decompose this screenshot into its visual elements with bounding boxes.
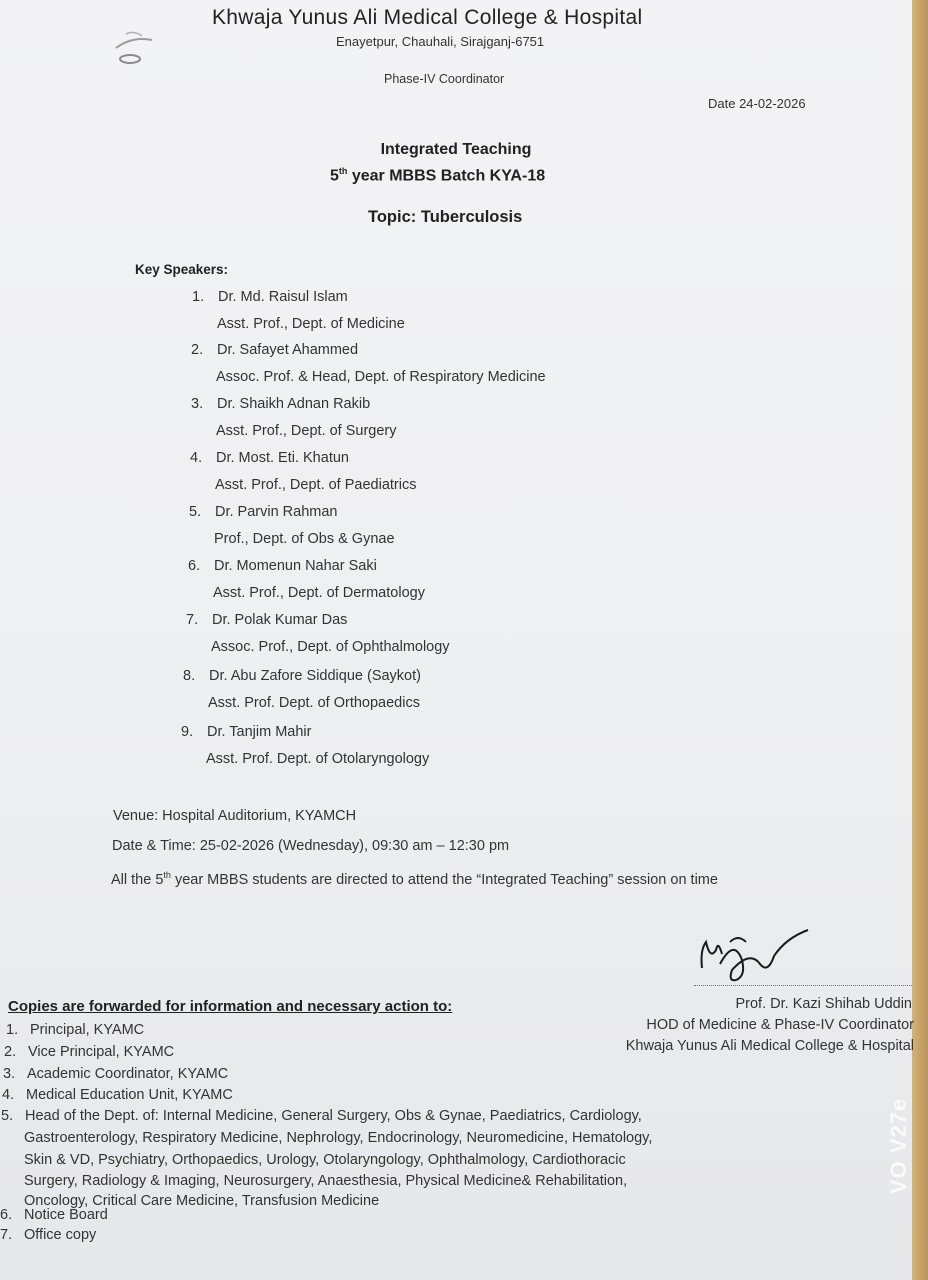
batch-title: 5th year MBBS Batch KYA-18	[330, 166, 546, 185]
desk-edge	[912, 0, 928, 1280]
college-logo-icon	[112, 28, 158, 68]
signature-line	[694, 985, 912, 986]
key-speakers-heading: Key Speakers:	[135, 262, 229, 277]
office-name: Phase-IV Coordinator	[384, 72, 505, 86]
venue-line: Venue: Hospital Auditorium, KYAMCH	[113, 808, 357, 824]
signature-icon	[690, 920, 820, 1000]
attendance-notice: All the 5th year MBBS students are directed to attend the “Integrated Teaching” session on time	[111, 870, 718, 888]
camera-watermark	[886, 1170, 928, 1194]
copy-item-5-line-4: Surgery, Radiology & Imaging, Neurosurgery, Anaesthesia, Physical Medicine& Rehabilitation,	[24, 1173, 628, 1189]
copy-item-5-line-3: Skin & VD, Psychiatry, Orthopaedics, Urology, Otolaryngology, Ophthalmology, Cardiothoracic	[24, 1152, 626, 1168]
institution-address: Enayetpur, Chauhali, Sirajganj-6751	[336, 34, 545, 49]
issue-date: Date 24-02-2026	[708, 96, 806, 111]
date-time-line: Date & Time: 25-02-2026 (Wednesday), 09:30 am – 12:30 pm	[112, 838, 510, 854]
topic-title: Topic: Tuberculosis	[368, 208, 523, 226]
copy-item-5-line-5: Oncology, Critical Care Medicine, Transfusion Medicine	[24, 1193, 380, 1209]
signatory-name: Prof. Dr. Kazi Shihab Uddin	[735, 996, 912, 1012]
signatory-title: HOD of Medicine & Phase-IV Coordinator	[646, 1017, 914, 1033]
institution-name: Khwaja Yunus Ali Medical College & Hospital	[212, 6, 643, 29]
signatory-institution: Khwaja Yunus Ali Medical College & Hospital	[625, 1038, 914, 1054]
copy-item-5-line-2: Gastroenterology, Respiratory Medicine, Nephrology, Endocrinology, Neuromedicine, Hematology,	[24, 1130, 653, 1146]
copies-heading: Copies are forwarded for information and necessary action to:	[8, 998, 453, 1015]
program-title: Integrated Teaching	[380, 141, 532, 158]
